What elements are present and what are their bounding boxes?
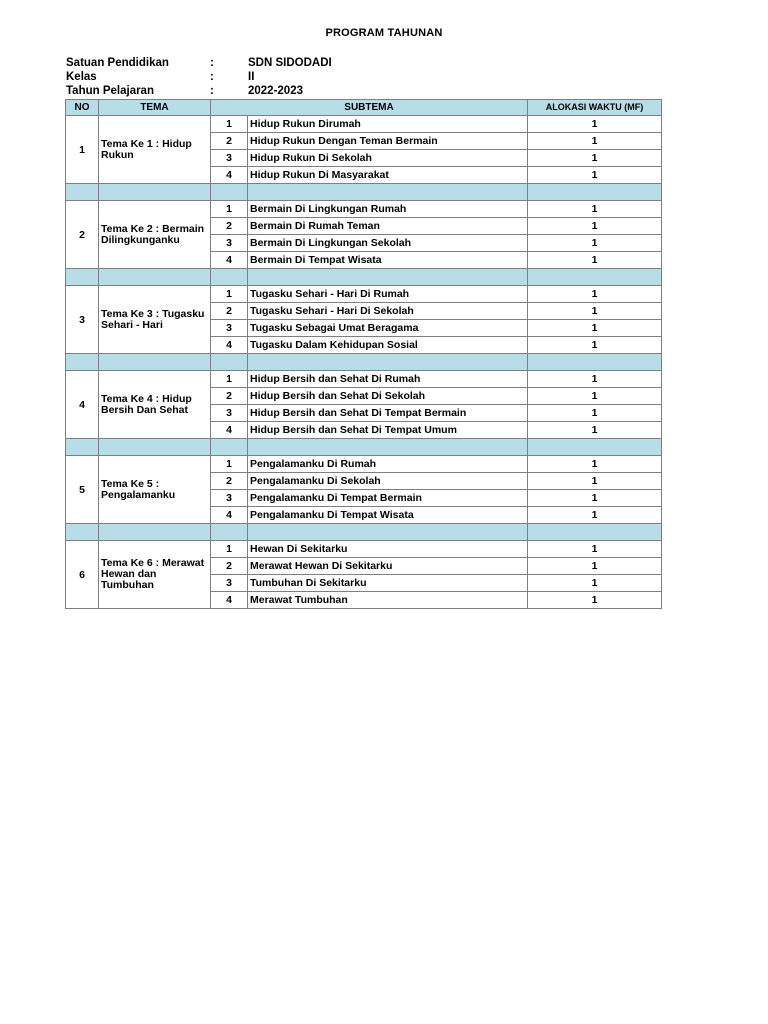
subtheme-number: 1 — [211, 286, 248, 303]
subtheme-number: 2 — [211, 303, 248, 320]
subtheme-number: 1 — [211, 541, 248, 558]
program-table — [65, 99, 662, 609]
subtheme-number: 3 — [211, 575, 248, 592]
meta-colon: : — [210, 57, 214, 69]
table-row — [66, 116, 662, 133]
theme-name: Tema Ke 6 : Merawat Hewan dan Tumbuhan — [99, 541, 211, 609]
subtheme-number: 2 — [211, 388, 248, 405]
subtheme-name: Hidup Bersih dan Sehat Di Rumah — [248, 371, 528, 388]
subtheme-name: Pengalamanku Di Tempat Bermain — [248, 490, 528, 507]
separator-cell — [99, 524, 211, 541]
separator-cell — [66, 439, 99, 456]
theme-number: 6 — [66, 541, 99, 609]
subtheme-name: Hidup Bersih dan Sehat Di Tempat Bermain — [248, 405, 528, 422]
subtheme-name: Hidup Rukun Dirumah — [248, 116, 528, 133]
subtheme-number: 3 — [211, 150, 248, 167]
time-allocation: 1 — [528, 337, 662, 354]
separator-cell — [66, 269, 99, 286]
table-row — [66, 371, 662, 388]
subtheme-number: 1 — [211, 456, 248, 473]
subtheme-number: 2 — [211, 473, 248, 490]
separator-cell — [66, 354, 99, 371]
separator-row — [66, 354, 662, 371]
separator-row — [66, 524, 662, 541]
separator-cell — [248, 269, 528, 286]
separator-cell — [211, 269, 248, 286]
meta-colon: : — [210, 85, 214, 97]
time-allocation: 1 — [528, 303, 662, 320]
header-tema: TEMA — [99, 100, 211, 116]
time-allocation: 1 — [528, 320, 662, 337]
meta-label: Tahun Pelajaran — [66, 85, 154, 97]
table-row — [66, 456, 662, 473]
subtheme-number: 4 — [211, 507, 248, 524]
subtheme-name: Hewan Di Sekitarku — [248, 541, 528, 558]
theme-name: Tema Ke 5 : Pengalamanku — [99, 456, 211, 524]
time-allocation: 1 — [528, 286, 662, 303]
subtheme-number: 4 — [211, 167, 248, 184]
separator-cell — [211, 184, 248, 201]
subtheme-name: Tumbuhan Di Sekitarku — [248, 575, 528, 592]
subtheme-name: Pengalamanku Di Sekolah — [248, 473, 528, 490]
subtheme-name: Tugasku Sehari - Hari Di Sekolah — [248, 303, 528, 320]
meta-label: Satuan Pendidikan — [66, 57, 169, 69]
separator-cell — [248, 439, 528, 456]
separator-cell — [99, 184, 211, 201]
subtheme-number: 3 — [211, 320, 248, 337]
theme-number: 4 — [66, 371, 99, 439]
time-allocation: 1 — [528, 252, 662, 269]
subtheme-number: 1 — [211, 371, 248, 388]
separator-cell — [211, 439, 248, 456]
subtheme-name: Bermain Di Tempat Wisata — [248, 252, 528, 269]
meta-colon: : — [210, 71, 214, 83]
subtheme-name: Hidup Bersih dan Sehat Di Sekolah — [248, 388, 528, 405]
separator-cell — [211, 524, 248, 541]
time-allocation: 1 — [528, 558, 662, 575]
theme-number: 5 — [66, 456, 99, 524]
subtheme-number: 3 — [211, 405, 248, 422]
separator-cell — [99, 354, 211, 371]
time-allocation: 1 — [528, 456, 662, 473]
subtheme-name: Tugasku Sehari - Hari Di Rumah — [248, 286, 528, 303]
separator-cell — [66, 524, 99, 541]
time-allocation: 1 — [528, 592, 662, 609]
table-row — [66, 541, 662, 558]
meta-value: II — [248, 71, 255, 83]
time-allocation: 1 — [528, 405, 662, 422]
table-header-row — [66, 100, 662, 116]
subtheme-number: 1 — [211, 116, 248, 133]
subtheme-name: Hidup Bersih dan Sehat Di Tempat Umum — [248, 422, 528, 439]
theme-name: Tema Ke 4 : Hidup Bersih Dan Sehat — [99, 371, 211, 439]
subtheme-name: Bermain Di Rumah Teman — [248, 218, 528, 235]
header-no: NO — [66, 100, 99, 116]
separator-cell — [528, 184, 662, 201]
subtheme-name: Bermain Di Lingkungan Sekolah — [248, 235, 528, 252]
meta-label: Kelas — [66, 71, 97, 83]
time-allocation: 1 — [528, 575, 662, 592]
subtheme-name: Merawat Tumbuhan — [248, 592, 528, 609]
subtheme-number: 2 — [211, 133, 248, 150]
subtheme-number: 4 — [211, 337, 248, 354]
meta-value: 2022-2023 — [248, 85, 303, 97]
time-allocation: 1 — [528, 116, 662, 133]
time-allocation: 1 — [528, 133, 662, 150]
time-allocation: 1 — [528, 235, 662, 252]
separator-cell — [248, 524, 528, 541]
table-body — [66, 116, 662, 609]
separator-cell — [66, 184, 99, 201]
subtheme-name: Hidup Rukun Di Sekolah — [248, 150, 528, 167]
time-allocation: 1 — [528, 371, 662, 388]
time-allocation: 1 — [528, 167, 662, 184]
theme-number: 2 — [66, 201, 99, 269]
document-title: PROGRAM TAHUNAN — [325, 27, 443, 39]
meta-value: SDN SIDODADI — [248, 57, 332, 69]
separator-cell — [528, 269, 662, 286]
time-allocation: 1 — [528, 541, 662, 558]
header-alokasi-waktu: ALOKASI WAKTU (MF) — [528, 100, 662, 116]
header-subtema: SUBTEMA — [211, 100, 528, 116]
subtheme-name: Hidup Rukun Dengan Teman Bermain — [248, 133, 528, 150]
subtheme-number: 4 — [211, 592, 248, 609]
separator-cell — [528, 439, 662, 456]
time-allocation: 1 — [528, 473, 662, 490]
subtheme-name: Merawat Hewan Di Sekitarku — [248, 558, 528, 575]
time-allocation: 1 — [528, 201, 662, 218]
subtheme-name: Pengalamanku Di Tempat Wisata — [248, 507, 528, 524]
separator-row — [66, 184, 662, 201]
subtheme-number: 4 — [211, 252, 248, 269]
subtheme-number: 3 — [211, 490, 248, 507]
subtheme-name: Bermain Di Lingkungan Rumah — [248, 201, 528, 218]
subtheme-name: Tugasku Sebagai Umat Beragama — [248, 320, 528, 337]
time-allocation: 1 — [528, 422, 662, 439]
separator-row — [66, 269, 662, 286]
separator-cell — [248, 354, 528, 371]
time-allocation: 1 — [528, 507, 662, 524]
time-allocation: 1 — [528, 388, 662, 405]
theme-name: Tema Ke 3 : Tugasku Sehari - Hari — [99, 286, 211, 354]
subtheme-number: 2 — [211, 558, 248, 575]
separator-cell — [99, 269, 211, 286]
theme-name: Tema Ke 1 : Hidup Rukun — [99, 116, 211, 184]
theme-name: Tema Ke 2 : Bermain Dilingkunganku — [99, 201, 211, 269]
subtheme-name: Hidup Rukun Di Masyarakat — [248, 167, 528, 184]
time-allocation: 1 — [528, 218, 662, 235]
subtheme-number: 4 — [211, 422, 248, 439]
subtheme-name: Pengalamanku Di Rumah — [248, 456, 528, 473]
separator-cell — [211, 354, 248, 371]
separator-cell — [528, 354, 662, 371]
subtheme-name: Tugasku Dalam Kehidupan Sosial — [248, 337, 528, 354]
subtheme-number: 3 — [211, 235, 248, 252]
table-row — [66, 201, 662, 218]
time-allocation: 1 — [528, 490, 662, 507]
separator-row — [66, 439, 662, 456]
subtheme-number: 2 — [211, 218, 248, 235]
theme-number: 3 — [66, 286, 99, 354]
separator-cell — [248, 184, 528, 201]
theme-number: 1 — [66, 116, 99, 184]
separator-cell — [99, 439, 211, 456]
subtheme-number: 1 — [211, 201, 248, 218]
table-row — [66, 286, 662, 303]
time-allocation: 1 — [528, 150, 662, 167]
separator-cell — [528, 524, 662, 541]
